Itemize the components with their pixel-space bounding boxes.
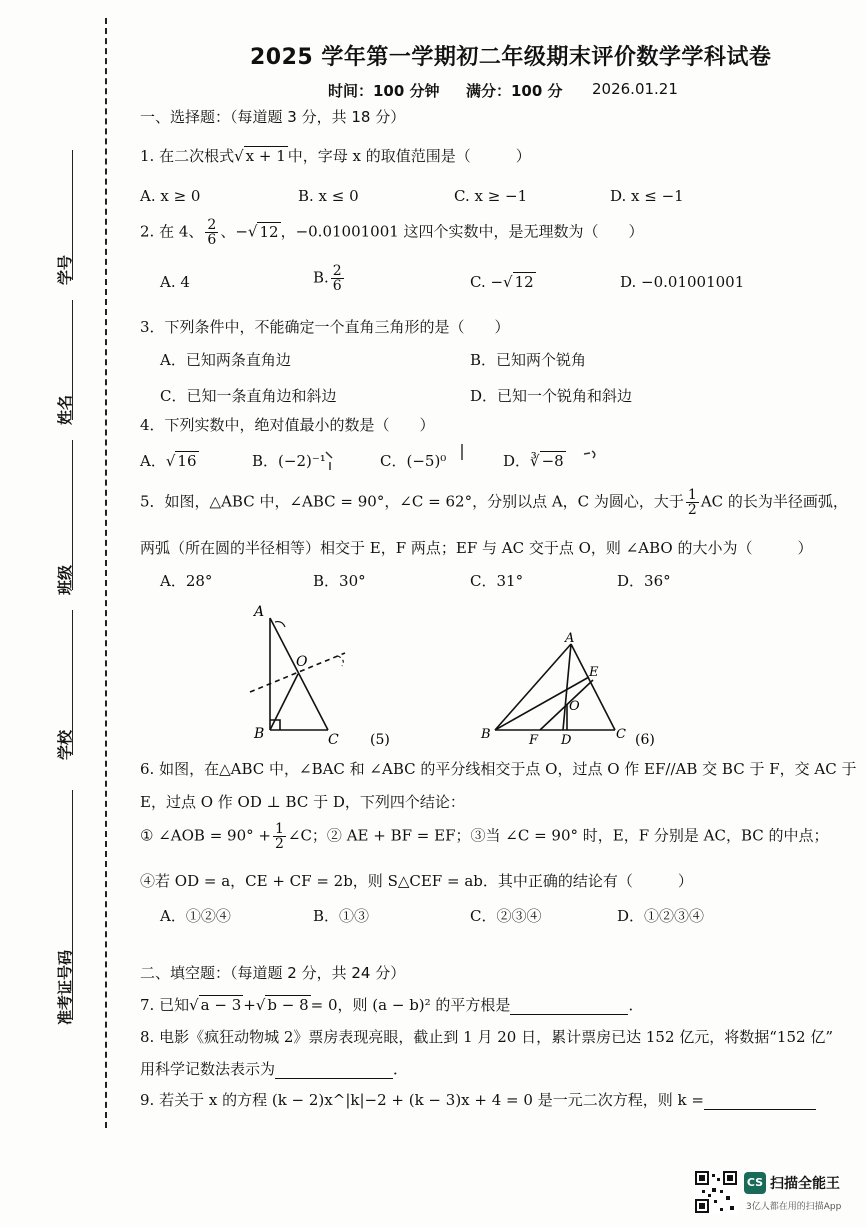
question-1 xyxy=(140,145,531,166)
q8-line2: 用科学记数法表示为 xyxy=(140,1060,276,1078)
q6-line3-pre: ① ∠AOB = 90° + xyxy=(140,826,271,845)
q2-option-b-label: B. xyxy=(313,268,329,287)
q8-end: ． xyxy=(393,1060,409,1078)
q1-stem-pre: 1. 在二次根式 xyxy=(140,147,235,165)
q6-option-d: D．①②③④ xyxy=(617,907,705,925)
question-8-line-1: 8. 电影《疯狂动物城 2》票房表现亮眼，截止到 1 月 20 日，累计票房已达 152 亿元，将数据“152 亿” xyxy=(140,1028,833,1046)
question-2 xyxy=(140,218,644,247)
handwritten-mark-3 xyxy=(582,448,600,462)
fig5-label-c: C xyxy=(328,732,339,748)
handwritten-mark-1 xyxy=(320,448,344,472)
fig6-label-f: F xyxy=(529,733,539,748)
fig5-label-a: A xyxy=(254,604,265,620)
q5-option-a: A．28° xyxy=(160,572,213,590)
q2-stem-pre: 2. 在 4、 xyxy=(140,222,204,241)
q1-option-c: C. x ≥ −1 xyxy=(454,187,528,205)
figure-6-diagram xyxy=(475,630,675,748)
q4-option-d-label: D．∛ xyxy=(503,452,540,470)
q7-pre: 7. 已知 xyxy=(140,996,190,1014)
q8-answer-blank[interactable] xyxy=(275,1062,393,1079)
camscanner-brand: 扫描全能王 xyxy=(770,1176,840,1192)
sqrt-sign: √ xyxy=(234,147,244,165)
fig6-label-d: D xyxy=(561,733,572,748)
q5-option-c: C．31° xyxy=(470,572,524,590)
sqrt-sign: √ xyxy=(165,452,176,470)
name-label: 姓名 xyxy=(56,394,74,425)
q1-option-a: A. x ≥ 0 xyxy=(140,187,201,205)
fig6-label-o: O xyxy=(569,699,580,714)
q7-plus: + xyxy=(243,996,256,1014)
exam-date: 2026.01.21 xyxy=(592,80,678,98)
school-label: 学校 xyxy=(56,729,74,760)
sqrt-sign: √ xyxy=(255,996,266,1014)
q2-fraction xyxy=(205,218,218,247)
q7-end: ． xyxy=(628,996,644,1014)
q3-option-b: B．已知两个锐角 xyxy=(470,351,587,369)
q2-stem-mid: 、− xyxy=(220,222,248,241)
q2-frac-den: 6 xyxy=(207,232,217,248)
q2-frac-num: 2 xyxy=(207,217,217,233)
question-8-line-2 xyxy=(140,1058,408,1079)
fig5-label-b: B xyxy=(254,726,265,742)
question-6-line-2: E，过点 O 作 OD ⊥ BC 于 D，下列四个结论： xyxy=(140,793,465,811)
q4-option-d xyxy=(503,450,566,471)
q4-option-b: B．(−2)⁻¹ xyxy=(252,452,326,470)
class-label: 班级 xyxy=(56,564,74,595)
q5-line1-pre: 5．如图，△ABC 中，∠ABC = 90°，∠C = 62°，分别以点 A，C 为圆心，大于 xyxy=(140,492,684,511)
q5-option-b: B．30° xyxy=(313,572,366,590)
question-5-line-2: 两弧（所在圆的半径相等）相交于 E，F 两点；EF 与 AC 交于点 O，则 ∠ABO 的大小为（ ） xyxy=(140,539,813,557)
question-4: 4．下列实数中，绝对值最小的数是（ ） xyxy=(140,416,435,434)
q2-option-b-num: 2 xyxy=(332,263,342,279)
fig6-label-e: E xyxy=(589,665,599,680)
page-title: 2025 学年第一学期初二年级期末评价数学学科试卷 xyxy=(250,45,772,70)
q5-frac-den: 2 xyxy=(687,502,697,518)
q4-option-a-label: A． xyxy=(140,452,166,470)
question-9 xyxy=(140,1089,816,1110)
q2-option-c xyxy=(470,273,536,291)
q6-fraction xyxy=(273,822,286,851)
q5-option-d: D．36° xyxy=(617,572,671,590)
q2-stem-post: ，−0.01001001 这四个实数中，是无理数为（ ） xyxy=(280,222,644,241)
q2-option-b-den: 6 xyxy=(332,278,342,294)
section-1-heading: 一、选择题：（每道题 3 分，共 18 分） xyxy=(140,108,406,126)
q7-post: = 0，则 (a − b)² 的平方根是 xyxy=(310,996,511,1014)
sqrt-sign: √ xyxy=(247,222,258,241)
q9-stem: 9. 若关于 x 的方程 (k − 2)x^|k|−2 + (k − 3)x + 4 = 0 是一元二次方程，则 k = xyxy=(140,1091,704,1109)
q1-option-b: B. x ≤ 0 xyxy=(298,187,359,205)
q3-option-a: A．已知两条直角边 xyxy=(160,351,291,369)
exam-score: 满分：100 分 xyxy=(466,82,563,100)
fig6-caption: (6) xyxy=(635,732,655,748)
q6-option-c: C．②③④ xyxy=(470,907,542,925)
q4-option-d-radicand: −8 xyxy=(541,452,564,470)
q2-option-b xyxy=(313,264,346,293)
q1-stem-post: 中，字母 x 的取值范围是（ ） xyxy=(287,147,531,165)
question-3: 3．下列条件中，不能确定一个直角三角形的是（ ） xyxy=(140,318,510,336)
q6-frac-num: 1 xyxy=(274,821,284,837)
q5-fraction xyxy=(686,488,699,517)
camscanner-tagline: 3亿人都在用的扫描App xyxy=(746,1202,842,1212)
q1-radicand: x + 1 xyxy=(245,147,286,165)
question-6-line-1: 6. 如图，在△ABC 中，∠BAC 和 ∠ABC 的平分线相交于点 O，过点 O 作 EF//AB 交 BC 于 F，交 AC 于 xyxy=(140,760,857,778)
q2-option-a: A. 4 xyxy=(160,273,190,291)
q4-option-c: C．(−5)⁰ xyxy=(380,452,447,470)
handwritten-mark-2 xyxy=(455,442,469,464)
fig5-caption: (5) xyxy=(370,732,390,748)
q4-option-a xyxy=(140,450,199,471)
exam-time: 时间：100 分钟 xyxy=(328,82,440,100)
fig5-label-o: O xyxy=(296,654,308,670)
figure-5-diagram xyxy=(240,600,420,750)
fig6-label-a: A xyxy=(565,631,575,646)
sqrt-sign: √ xyxy=(503,273,513,291)
question-5-line-1 xyxy=(140,488,848,517)
question-7 xyxy=(140,994,643,1015)
q2-option-b-fraction xyxy=(331,264,344,293)
q7-answer-blank[interactable] xyxy=(510,998,628,1015)
camscanner-logo-icon: CS xyxy=(744,1172,766,1194)
q2-option-c-radicand: 12 xyxy=(514,273,534,291)
q9-answer-blank[interactable] xyxy=(704,1093,816,1110)
section-2-heading: 二、填空题：（每道题 2 分，共 24 分） xyxy=(140,964,406,982)
qr-code-icon xyxy=(694,1170,738,1214)
fig6-label-b: B xyxy=(481,727,491,742)
q5-frac-num: 1 xyxy=(687,487,697,503)
exam-number-label: 准考证号码 xyxy=(56,949,74,1025)
q2-option-d: D. −0.01001001 xyxy=(620,273,745,291)
q5-line1-post: AC 的长为半径画弧， xyxy=(700,492,848,511)
q4-option-a-radicand: 16 xyxy=(177,452,197,470)
question-6-line-4: ④若 OD = a，CE + CF = 2b，则 S△CEF = ab．其中正确的结论有（ ） xyxy=(140,872,693,890)
q6-option-a: A．①②④ xyxy=(160,907,231,925)
q3-option-d: D．已知一个锐角和斜边 xyxy=(470,387,633,405)
fig6-label-c: C xyxy=(616,727,626,742)
q7-radicand-1: a − 3 xyxy=(200,996,242,1014)
sqrt-sign: √ xyxy=(189,996,199,1014)
q3-option-c: C．已知一条直角边和斜边 xyxy=(160,387,337,405)
question-6-line-3 xyxy=(140,822,829,851)
q1-option-d: D. x ≤ −1 xyxy=(610,187,684,205)
q6-line3-post: ∠C；② AE + BF = EF；③当 ∠C = 90° 时，E，F 分别是 AC，BC 的中点； xyxy=(287,826,829,845)
q6-frac-den: 2 xyxy=(274,836,284,852)
q2-option-c-label: C. − xyxy=(470,273,504,291)
binding-dashed-line xyxy=(105,18,107,1128)
q2-radicand: 12 xyxy=(259,222,279,241)
student-id-label: 学号 xyxy=(56,254,74,285)
q7-radicand-2: b − 8 xyxy=(267,996,309,1014)
q6-option-b: B．①③ xyxy=(313,907,370,925)
